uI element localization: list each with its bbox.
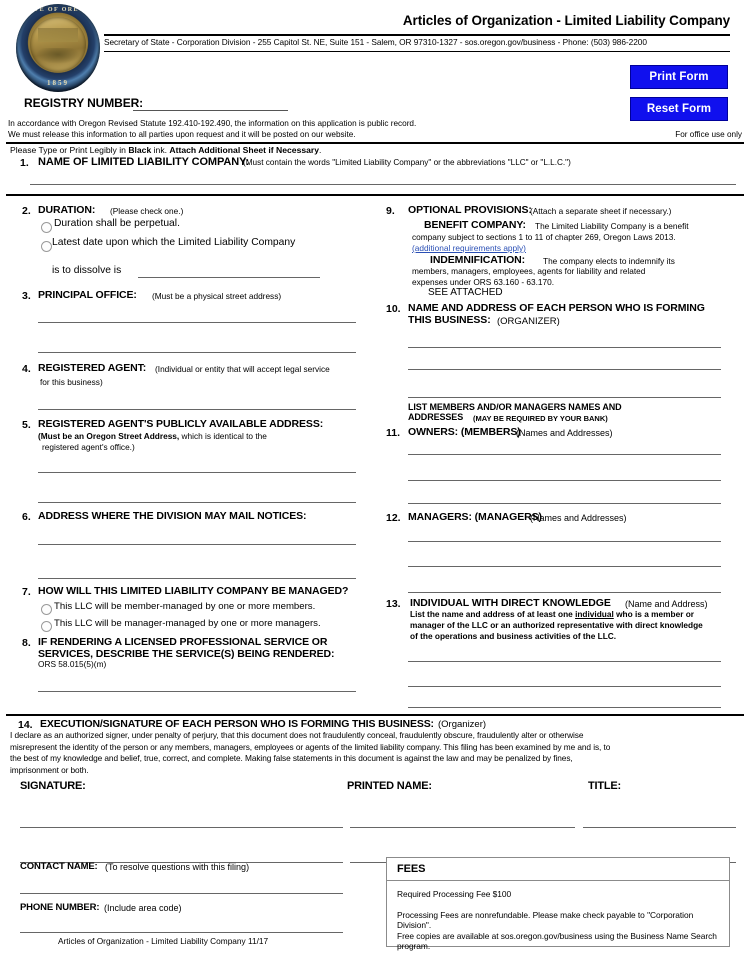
organizer-input-2[interactable] bbox=[408, 369, 721, 370]
mail-notices-input-2[interactable] bbox=[38, 578, 356, 579]
section-7-label: HOW WILL THIS LIMITED LIABILITY COMPANY BE MANAGED? bbox=[38, 585, 349, 597]
contact-name-label: CONTACT NAME: bbox=[20, 861, 98, 872]
printed-name-input[interactable] bbox=[350, 827, 575, 828]
seal-year: 1859 bbox=[47, 79, 69, 87]
duration-perpetual-radio[interactable] bbox=[41, 222, 52, 233]
section-4-number: 4. bbox=[22, 363, 31, 375]
phone-number-input[interactable] bbox=[20, 932, 343, 933]
section-13-hint: (Name and Address) bbox=[625, 599, 708, 609]
section-14-organizer: (Organizer) bbox=[438, 719, 487, 730]
member-managed-label: This LLC will be member-managed by one or more members. bbox=[54, 601, 316, 612]
owners-input-2[interactable] bbox=[408, 480, 721, 481]
declaration-line-2: misrepresent the identity of the person or any members, managers, employees or agents of the limited liability company. This filing has been examined by me and is, to bbox=[10, 741, 611, 752]
notice-line-1: In accordance with Oregon Revised Statute 192.410-192.490, the information on this application is public record. bbox=[8, 119, 417, 128]
section-6-label: ADDRESS WHERE THE DIVISION MAY MAIL NOTICES: bbox=[38, 510, 307, 522]
benefit-company-label: BENEFIT COMPANY: bbox=[424, 219, 526, 231]
indemnification-text: The company elects to indemnify its bbox=[543, 256, 675, 266]
organizer-input-3[interactable] bbox=[408, 397, 721, 398]
owners-input-1[interactable] bbox=[408, 454, 721, 455]
section-5-hint-bold bbox=[38, 431, 267, 441]
s5-hint-bold-text: (Must be an Oregon Street Address, bbox=[38, 431, 180, 441]
indemnification-label: INDEMNIFICATION: bbox=[430, 254, 526, 266]
see-attached-label: SEE ATTACHED bbox=[428, 287, 503, 298]
members-managers-banner-line1: LIST MEMBERS AND/OR MANAGERS NAMES AND bbox=[408, 402, 622, 412]
section-12-number: 12. bbox=[386, 512, 401, 524]
section-10-label-line1: NAME AND ADDRESS OF EACH PERSON WHO IS FORMING bbox=[408, 302, 705, 314]
managers-input-2[interactable] bbox=[408, 566, 721, 567]
section-9-hint: (Attach a separate sheet if necessary.) bbox=[530, 206, 672, 216]
divider-before-section-14 bbox=[6, 714, 744, 716]
declaration-line-3: the best of my knowledge and belief, true, correct, and complete. Making false statements in this document is against the law and may be penalized by fines, bbox=[10, 753, 573, 764]
owners-input-3[interactable] bbox=[408, 503, 721, 504]
registered-agent-address-input-1[interactable] bbox=[38, 472, 356, 473]
section-8-ors: ORS 58.015(5)(m) bbox=[38, 659, 107, 669]
type-print-instruction bbox=[10, 145, 321, 155]
phone-number-label: PHONE NUMBER: bbox=[20, 902, 100, 913]
benefit-company-text2: company subject to sections 1 to 11 of chapter 269, Oregon Laws 2013. bbox=[412, 232, 676, 242]
s13-d1u: individual bbox=[575, 609, 614, 619]
header-rule-top bbox=[104, 34, 730, 36]
mail-notices-input-1[interactable] bbox=[38, 544, 356, 545]
section-11-hint: (Names and Addresses) bbox=[516, 428, 613, 438]
duration-dissolve-label: is to dissolve is bbox=[52, 265, 122, 276]
section-13-desc-line2: manager of the LLC or an authorized representative with direct knowledge bbox=[410, 620, 703, 630]
benefit-company-text: The Limited Liability Company is a benefit bbox=[535, 221, 689, 231]
section-6-number: 6. bbox=[22, 511, 31, 523]
member-managed-radio[interactable] bbox=[41, 604, 52, 615]
tp-black: Black bbox=[128, 145, 152, 155]
fees-header-label: FEES bbox=[397, 863, 426, 875]
tp-mid: ink. bbox=[151, 145, 170, 155]
fees-row-processing: Required Processing Fee $100 bbox=[397, 889, 512, 899]
divider-after-header bbox=[6, 142, 744, 144]
tp-attach: Attach Additional Sheet if Necessary bbox=[169, 145, 320, 155]
section-5-number: 5. bbox=[22, 419, 31, 431]
section-3-hint: (Must be a physical street address) bbox=[152, 291, 282, 301]
section-9-number: 9. bbox=[386, 205, 395, 217]
office-use-only-label: For office use only bbox=[675, 130, 742, 139]
section-4-label: REGISTERED AGENT: bbox=[38, 362, 147, 374]
duration-perpetual-label: Duration shall be perpetual. bbox=[54, 218, 180, 229]
agency-address-line: Secretary of State - Corporation Division - 255 Capitol St. NE, Suite 151 - Salem, OR 97310-1327 - sos.oregon.gov/business - Phone: (503) 986-2200 bbox=[104, 37, 647, 47]
section-13-desc-line1 bbox=[410, 609, 694, 619]
tp-pre: Please Type or Print Legibly in bbox=[10, 145, 129, 155]
managers-input-1[interactable] bbox=[408, 541, 721, 542]
section-7-number: 7. bbox=[22, 586, 31, 598]
section-14-label: EXECUTION/SIGNATURE OF EACH PERSON WHO IS FORMING THIS BUSINESS: bbox=[40, 718, 434, 730]
additional-requirements-link[interactable]: (additional requirements apply) bbox=[412, 243, 526, 253]
principal-office-input-1[interactable] bbox=[38, 322, 356, 323]
seal-top-text: STATE OF OREGON bbox=[19, 7, 97, 13]
section-8-label-line1: IF RENDERING A LICENSED PROFESSIONAL SERVICE OR bbox=[38, 636, 328, 648]
managers-input-3[interactable] bbox=[408, 592, 721, 593]
dissolve-date-input[interactable] bbox=[138, 277, 320, 278]
direct-knowledge-input-2[interactable] bbox=[408, 686, 721, 687]
section-1-number: 1. bbox=[20, 157, 29, 169]
section-2-label: DURATION: bbox=[38, 204, 96, 216]
section-10-hint: (ORGANIZER) bbox=[497, 316, 560, 327]
page-title: Articles of Organization - Limited Liability Company bbox=[402, 13, 730, 28]
printed-name-label: PRINTED NAME: bbox=[347, 780, 432, 792]
section-2-number: 2. bbox=[22, 205, 31, 217]
s5-hint-rest-text: which is identical to the bbox=[179, 431, 267, 441]
section-1-label: NAME OF LIMITED LIABILITY COMPANY: bbox=[38, 156, 250, 168]
contact-name-hint: (To resolve questions with this filing) bbox=[105, 862, 250, 872]
section-13-desc-line3: of the operations and business activities of the LLC. bbox=[410, 631, 617, 641]
indemnification-text2: members, managers, employees, agents for liability and related bbox=[412, 266, 646, 276]
declaration-text bbox=[10, 730, 736, 776]
direct-knowledge-input-1[interactable] bbox=[408, 661, 721, 662]
section-8-label-line2: SERVICES, DESCRIBE THE SERVICE(S) BEING RENDERED: bbox=[38, 648, 335, 660]
section-5-label: REGISTERED AGENT'S PUBLICLY AVAILABLE ADDRESS: bbox=[38, 418, 324, 430]
section-14-number: 14. bbox=[18, 719, 33, 731]
title-label: TITLE: bbox=[588, 780, 622, 792]
declaration-line-4: imprisonment or both. bbox=[10, 764, 89, 775]
duration-latest-date-label: Latest date upon which the Limited Liability Company bbox=[52, 237, 296, 248]
notice-line-2: We must release this information to all parties upon request and it will be posted on our website. bbox=[8, 130, 356, 140]
section-4-hint2: for this business) bbox=[40, 377, 103, 387]
form-footer-version: Articles of Organization - Limited Liability Company 11/17 bbox=[58, 936, 269, 946]
section-5-hint2: registered agent's office.) bbox=[42, 442, 135, 452]
divider-after-section-1 bbox=[6, 194, 744, 196]
section-4-hint: (Individual or entity that will accept legal service bbox=[155, 364, 330, 374]
section-10-label-line2: THIS BUSINESS: bbox=[408, 314, 491, 326]
manager-managed-label: This LLC will be manager-managed by one or more managers. bbox=[54, 618, 321, 629]
print-form-button[interactable]: Print Form bbox=[630, 65, 728, 89]
registered-agent-address-input-2[interactable] bbox=[38, 502, 356, 503]
section-12-label: MANAGERS: (MANAGERS) bbox=[408, 511, 542, 523]
fees-box bbox=[386, 857, 730, 951]
members-managers-banner-line2: ADDRESSES bbox=[408, 412, 464, 422]
section-8-number: 8. bbox=[22, 637, 31, 649]
duration-latest-date-radio[interactable] bbox=[41, 241, 52, 252]
fees-header bbox=[387, 858, 729, 881]
section-3-label: PRINCIPAL OFFICE: bbox=[38, 289, 137, 301]
registry-number-label: REGISTRY NUMBER: bbox=[24, 96, 144, 110]
direct-knowledge-input-3[interactable] bbox=[408, 707, 721, 708]
section-11-label: OWNERS: (MEMBERS) bbox=[408, 426, 521, 438]
reset-form-button[interactable]: Reset Form bbox=[630, 97, 728, 121]
manager-managed-radio[interactable] bbox=[41, 621, 52, 632]
public-record-notice bbox=[8, 118, 568, 141]
s13-d1a: List the name and address of at least one bbox=[410, 609, 576, 619]
signature-input[interactable] bbox=[20, 827, 343, 828]
registry-number-input[interactable] bbox=[133, 110, 288, 111]
header-rule-bottom bbox=[104, 51, 730, 52]
registered-agent-input[interactable] bbox=[38, 409, 356, 410]
section-2-hint: (Please check one.) bbox=[110, 206, 184, 216]
members-managers-banner-hint: (MAY BE REQUIRED BY YOUR BANK) bbox=[473, 414, 608, 423]
signature-label: SIGNATURE: bbox=[20, 780, 86, 792]
fees-row-free-copies: Free copies are available at sos.oregon.gov/business using the Business Name Search program. bbox=[397, 931, 717, 951]
section-3-number: 3. bbox=[22, 290, 31, 302]
section-1-input[interactable] bbox=[30, 184, 736, 185]
oregon-state-seal-icon bbox=[16, 4, 100, 92]
seal-inner-emblem bbox=[30, 17, 85, 72]
declaration-line-1: I declare as an authorized signer, under penalty of perjury, that this document does not fraudulently conceal, fraudulently obscure, fraudulently alter or otherwise bbox=[10, 730, 584, 740]
section-13-number: 13. bbox=[386, 598, 401, 610]
organizer-input-1[interactable] bbox=[408, 347, 721, 348]
professional-service-input[interactable] bbox=[38, 691, 356, 692]
contact-name-input[interactable] bbox=[20, 893, 343, 894]
section-9-label: OPTIONAL PROVISIONS: bbox=[408, 204, 532, 216]
principal-office-input-2[interactable] bbox=[38, 352, 356, 353]
indemnification-text3: expenses under ORS 63.160 - 63.170. bbox=[412, 277, 555, 287]
section-10-number: 10. bbox=[386, 303, 401, 315]
section-11-number: 11. bbox=[386, 427, 401, 439]
s13-d1b: who is a member or bbox=[613, 609, 695, 619]
phone-number-hint: (Include area code) bbox=[104, 903, 182, 913]
section-13-label: INDIVIDUAL WITH DIRECT KNOWLEDGE bbox=[410, 597, 611, 609]
tp-end: . bbox=[319, 145, 322, 155]
section-12-hint: (Names and Addresses) bbox=[530, 513, 627, 523]
title-input[interactable] bbox=[583, 827, 736, 828]
fees-row-nonrefundable: Processing Fees are nonrefundable. Please make check payable to "Corporation Division". bbox=[397, 910, 694, 930]
section-1-hint: (Must contain the words "Limited Liability Company" or the abbreviations "LLC" or "L.L.C.") bbox=[243, 158, 571, 167]
